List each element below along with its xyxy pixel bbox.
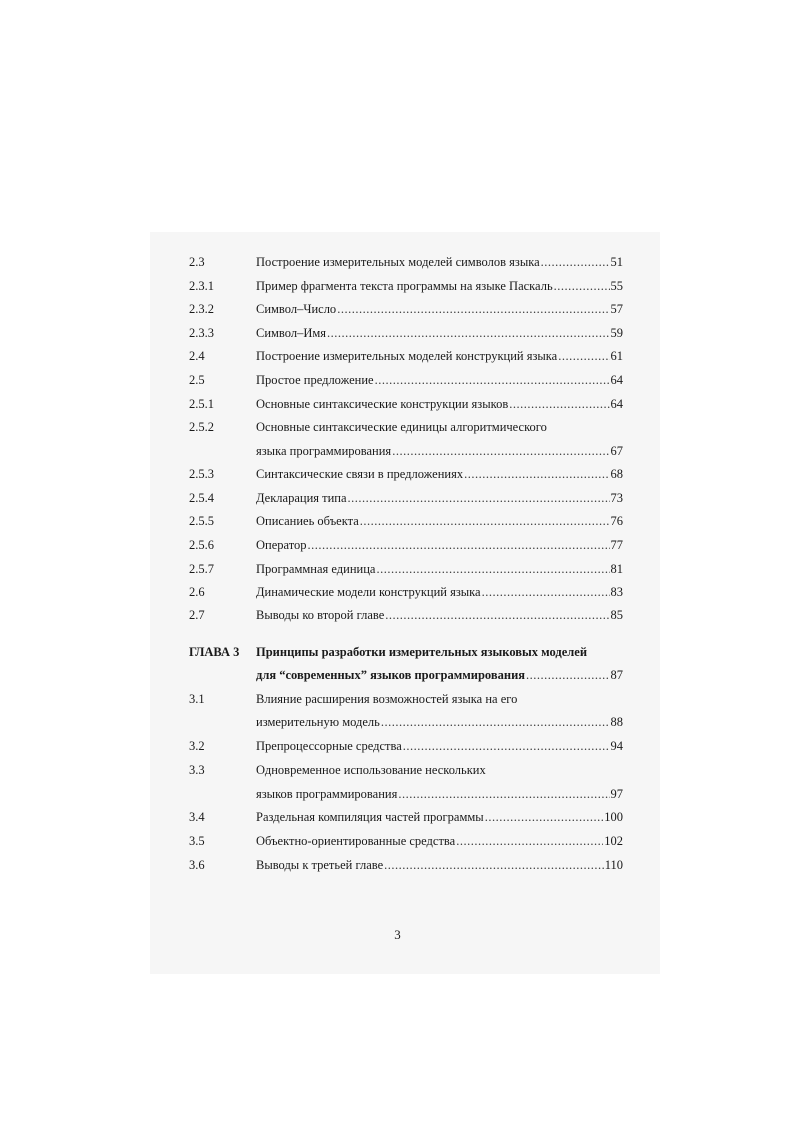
toc-entry [189,605,623,625]
toc-title: Символ–Имя [256,326,327,340]
toc-number: 3.3 [189,763,205,777]
leader-dots [398,784,609,804]
toc-number: 2.3.1 [189,279,214,293]
leader-dots [558,346,609,366]
toc-entry [189,855,623,875]
toc-page: 102 [604,834,623,848]
toc-title: Программная единица [256,562,376,576]
toc-number: 2.5.5 [189,514,214,528]
toc-entry [189,535,623,555]
toc-page: 81 [610,562,623,576]
toc-number: 2.3 [189,255,205,269]
toc-page: 64 [610,397,623,411]
toc-title: Описаниеь объекта [256,514,359,528]
toc-entry [189,299,623,319]
toc-title: Построение измерительных моделей символов языка [256,255,540,269]
toc-number: 2.5.6 [189,538,214,552]
leader-dots [403,736,610,756]
toc-title: языка программирования [256,444,392,458]
toc-entry [189,417,623,437]
toc-title-line1: Одновременное использование нескольких [256,763,486,777]
toc-page: 67 [610,444,623,458]
toc-number: 2.5.3 [189,467,214,481]
toc-number: 2.5.1 [189,397,214,411]
toc-entry [189,736,623,756]
toc-number: 3.2 [189,739,205,753]
leader-dots [327,323,609,343]
toc-number: 3.5 [189,834,205,848]
toc-title: Препроцессорные средства [256,739,402,753]
toc-entry [189,276,623,296]
toc-page: 73 [610,491,623,505]
toc-number: 2.6 [189,585,205,599]
leader-dots [348,488,610,508]
toc-title-line1: Основные синтаксические единицы алгоритмического [256,420,547,434]
leader-dots [376,559,609,579]
toc-title-line1: Принципы разработки измерительных языковых моделей [256,645,588,659]
leader-dots [456,831,603,851]
leader-dots [385,605,609,625]
toc-number: 2.3.3 [189,326,214,340]
toc-title: Раздельная компиляция частей программы [256,810,484,824]
toc-title: Пример фрагмента текста программы на языке Паскаль [256,279,553,293]
toc-number: 2.7 [189,608,205,622]
toc-entry [189,323,623,343]
toc-entry [189,760,623,780]
leader-dots [384,855,604,875]
toc-page: 87 [610,668,623,682]
leader-dots [360,511,610,531]
toc-entry [189,394,623,414]
toc-entry-continuation [189,712,623,732]
leader-dots [485,807,604,827]
leader-dots [337,299,609,319]
toc-page: 85 [610,608,623,622]
toc-entry-continuation [189,441,623,461]
toc-entry [189,488,623,508]
page-number: 3 [394,927,401,942]
toc-title: Выводы ко второй главе [256,608,385,622]
toc-title: для “современных” языков программирования [256,668,526,682]
toc-page: 94 [610,739,623,753]
leader-dots [464,464,609,484]
leader-dots [526,665,609,685]
leader-dots [509,394,609,414]
leader-dots [482,582,610,602]
toc-title: Символ–Число [256,302,337,316]
toc-entry [189,689,623,709]
toc-page: 83 [610,585,623,599]
leader-dots [392,441,609,461]
toc-title: Построение измерительных моделей конструкций языка [256,349,558,363]
leader-dots [381,712,610,732]
toc-title: Синтаксические связи в предложениях [256,467,464,481]
toc-title: Объектно-ориентированные средства [256,834,456,848]
toc-chapter-entry [189,642,623,662]
toc-page: 110 [604,858,623,872]
toc-entry [189,511,623,531]
toc-page: 97 [610,787,623,801]
toc-page: 64 [610,373,623,387]
toc-number: 2.5.2 [189,420,214,434]
toc-title: Основные синтаксические конструкции языков [256,397,509,411]
toc-title: Динамические модели конструкций языка [256,585,481,599]
toc-entry [189,346,623,366]
leader-dots [554,276,610,296]
toc-number: 2.5.4 [189,491,214,505]
toc-chapter-continuation [189,665,623,685]
toc-chapter-number: ГЛАВА 3 [189,645,240,659]
toc-entry-continuation [189,784,623,804]
toc-page: 88 [610,715,623,729]
toc-title: Декларация типа [256,491,347,505]
toc-number: 3.6 [189,858,205,872]
leader-dots [308,535,610,555]
toc-entry [189,807,623,827]
toc-page: 55 [610,279,623,293]
toc-number: 2.3.2 [189,302,214,316]
toc-entry [189,464,623,484]
toc-page: 57 [610,302,623,316]
toc-number: 2.4 [189,349,205,363]
toc-number: 3.4 [189,810,205,824]
toc-number: 2.5.7 [189,562,214,576]
toc-page: 77 [610,538,623,552]
toc-page: 68 [610,467,623,481]
leader-dots [541,252,610,272]
toc-entry [189,831,623,851]
toc-page: 59 [610,326,623,340]
toc-title: языков программирования [256,787,398,801]
toc-page: 100 [604,810,623,824]
toc-entry [189,559,623,579]
toc-title: Простое предложение [256,373,374,387]
toc-title: Оператор [256,538,307,552]
toc-title: Выводы к третьей главе [256,858,384,872]
toc-page: 76 [610,514,623,528]
toc-entry [189,370,623,390]
toc-page: 61 [610,349,623,363]
toc-title-line1: Влияние расширения возможностей языка на его [256,692,518,706]
toc-page: 51 [610,255,623,269]
toc-entry [189,252,623,272]
toc-title: измерительную модель [256,715,380,729]
toc-number: 2.5 [189,373,205,387]
leader-dots [375,370,610,390]
toc-entry [189,582,623,602]
toc-number: 3.1 [189,692,205,706]
